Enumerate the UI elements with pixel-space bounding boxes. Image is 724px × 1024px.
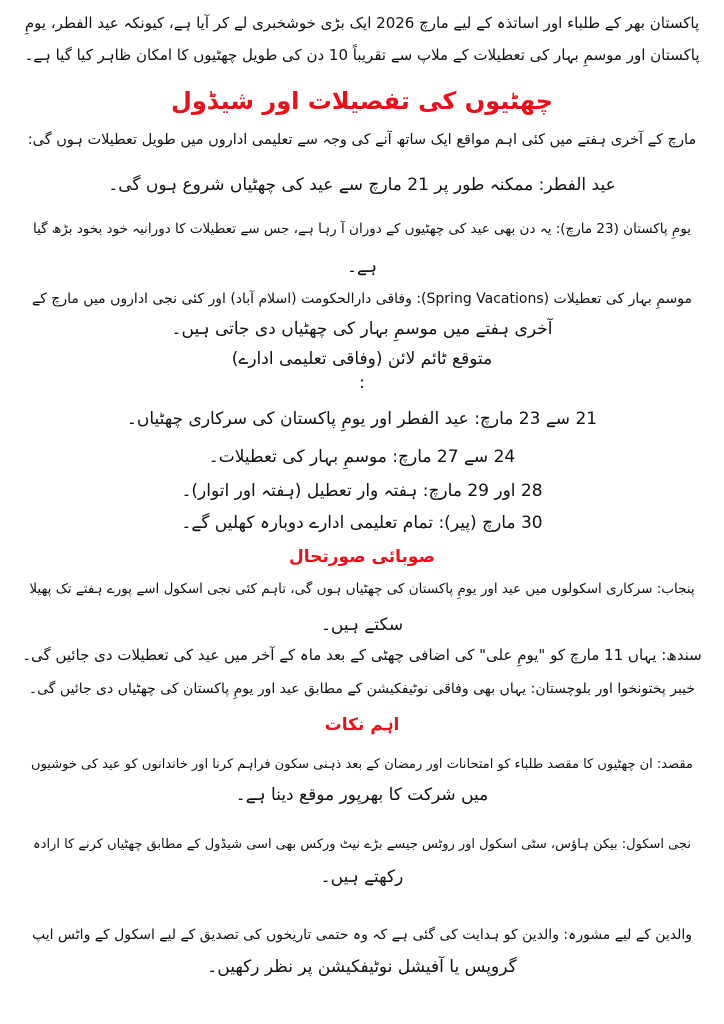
spring-prefix: موسمِ بہار کی تعطیلات ( [543, 291, 693, 307]
spring-english-term: Spring Vacations [426, 291, 544, 307]
timeline-heading-line-2: : [359, 373, 365, 393]
timeline-item: 24 سے 27 مارچ: موسمِ بہار کی تعطیلات۔ [208, 447, 516, 467]
timeline-item: 28 اور 29 مارچ: ہفتہ وار تعطیل (ہفتہ اور اتوار)۔ [181, 481, 543, 501]
point-purpose-line-1: مقصد: ان چھٹیوں کا مقصد طلباء کو امتحانات اور رمضان کے بعد ذہنی سکون فراہم کرنا اور خاندانوں کو عید کی خوشیوں [31, 757, 693, 772]
details-pakistan-day-line-1: یومِ پاکستان (23 مارچ): یہ دن بھی عید کی چھٹیوں کے دوران آ رہا ہے، جس سے تعطیلات کا دورانیہ خود بخود بڑھ گیا [32, 221, 691, 237]
section-heading-details: چھٹیوں کی تفصیلات اور شیڈول [171, 87, 553, 115]
intro-line-2: پاکستان اور موسمِ بہار کی تعطیلات کے ملاپ سے تقریباً 10 دن کی طویل چھٹیوں کا امکان ظاہر کیا گیا ہے۔ [24, 46, 700, 64]
timeline-item: 21 سے 23 مارچ: عید الفطر اور یومِ پاکستان کی سرکاری چھٹیاں۔ [126, 409, 598, 429]
details-spring-line-2: آخری ہفتے میں موسمِ بہار کی چھٹیاں دی جاتی ہیں۔ [171, 319, 553, 339]
details-pakistan-day-line-2: ہے۔ [347, 257, 377, 277]
point-parents-advice-line-1: والدین کے لیے مشورہ: والدین کو ہدایت کی گئی ہے کہ وہ حتمی تاریخوں کی تصدیق کے لیے اسکول کے واٹس ایپ [31, 927, 693, 943]
point-private-schools-line-1: نجی اسکول: بیکن ہاؤس، سٹی اسکول اور روٹس جیسے بڑے نیٹ ورکس بھی اسی شیڈول کے مطابق چھٹیاں کرنے کا ارادہ [33, 837, 691, 852]
details-lead: مارچ کے آخری ہفتے میں کئی اہم مواقع ایک ساتھ آنے کی وجہ سے تعلیمی اداروں میں طویل تعطیلات ہوں گی: [27, 132, 697, 148]
details-spring-line-1 [22, 286, 702, 312]
province-punjab-line-2: سکتے ہیں۔ [320, 615, 404, 635]
province-sindh: سندھ: یہاں 11 مارچ کو "یومِ علی" کی اضافی چھٹی کے بعد ماہ کے آخر میں عید کی تعطیلات دی جائیں گی۔ [22, 646, 702, 664]
intro-line-1: پاکستان بھر کے طلباء اور اساتذہ کے لیے مارچ 2026 ایک بڑی خوشخبری لے کر آیا ہے، کیونکہ عید الفطر، یومِ [24, 14, 700, 32]
section-heading-key-points: اہم نکات [324, 715, 400, 735]
timeline-item: 30 مارچ (پیر): تمام تعلیمی ادارے دوبارہ کھلیں گے۔ [181, 513, 543, 533]
spring-suffix: ): وفاقی دارالحکومت (اسلام آباد) اور کئی نجی اداروں میں مارچ کے [31, 291, 427, 307]
point-purpose-line-2: میں شرکت کا بھرپور موقع دینا ہے۔ [235, 785, 489, 805]
province-kp-balochistan: خیبر پختونخوا اور بلوچستان: یہاں بھی وفاقی نوٹیفکیشن کے مطابق عید اور یومِ پاکستان کی چھٹیاں دی جائیں گی۔ [28, 681, 696, 697]
point-parents-advice-line-2: گروپس یا آفیشل نوٹیفکیشن پر نظر رکھیں۔ [207, 957, 517, 977]
province-punjab-line-1: پنجاب: سرکاری اسکولوں میں عید اور یومِ پاکستان کی چھٹیاں ہوں گی، تاہم کئی نجی اسکول اسے پورے ہفتے تک پھیلا [29, 581, 695, 597]
details-eid: عید الفطر: ممکنہ طور پر 21 مارچ سے عید کی چھٹیاں شروع ہوں گی۔ [108, 175, 616, 195]
timeline-heading-line-1: متوقع ٹائم لائن (وفاقی تعلیمی ادارے) [231, 349, 493, 369]
point-private-schools-line-2: رکھتے ہیں۔ [320, 867, 404, 887]
section-heading-provinces: صوبائی صورتحال [289, 547, 435, 567]
